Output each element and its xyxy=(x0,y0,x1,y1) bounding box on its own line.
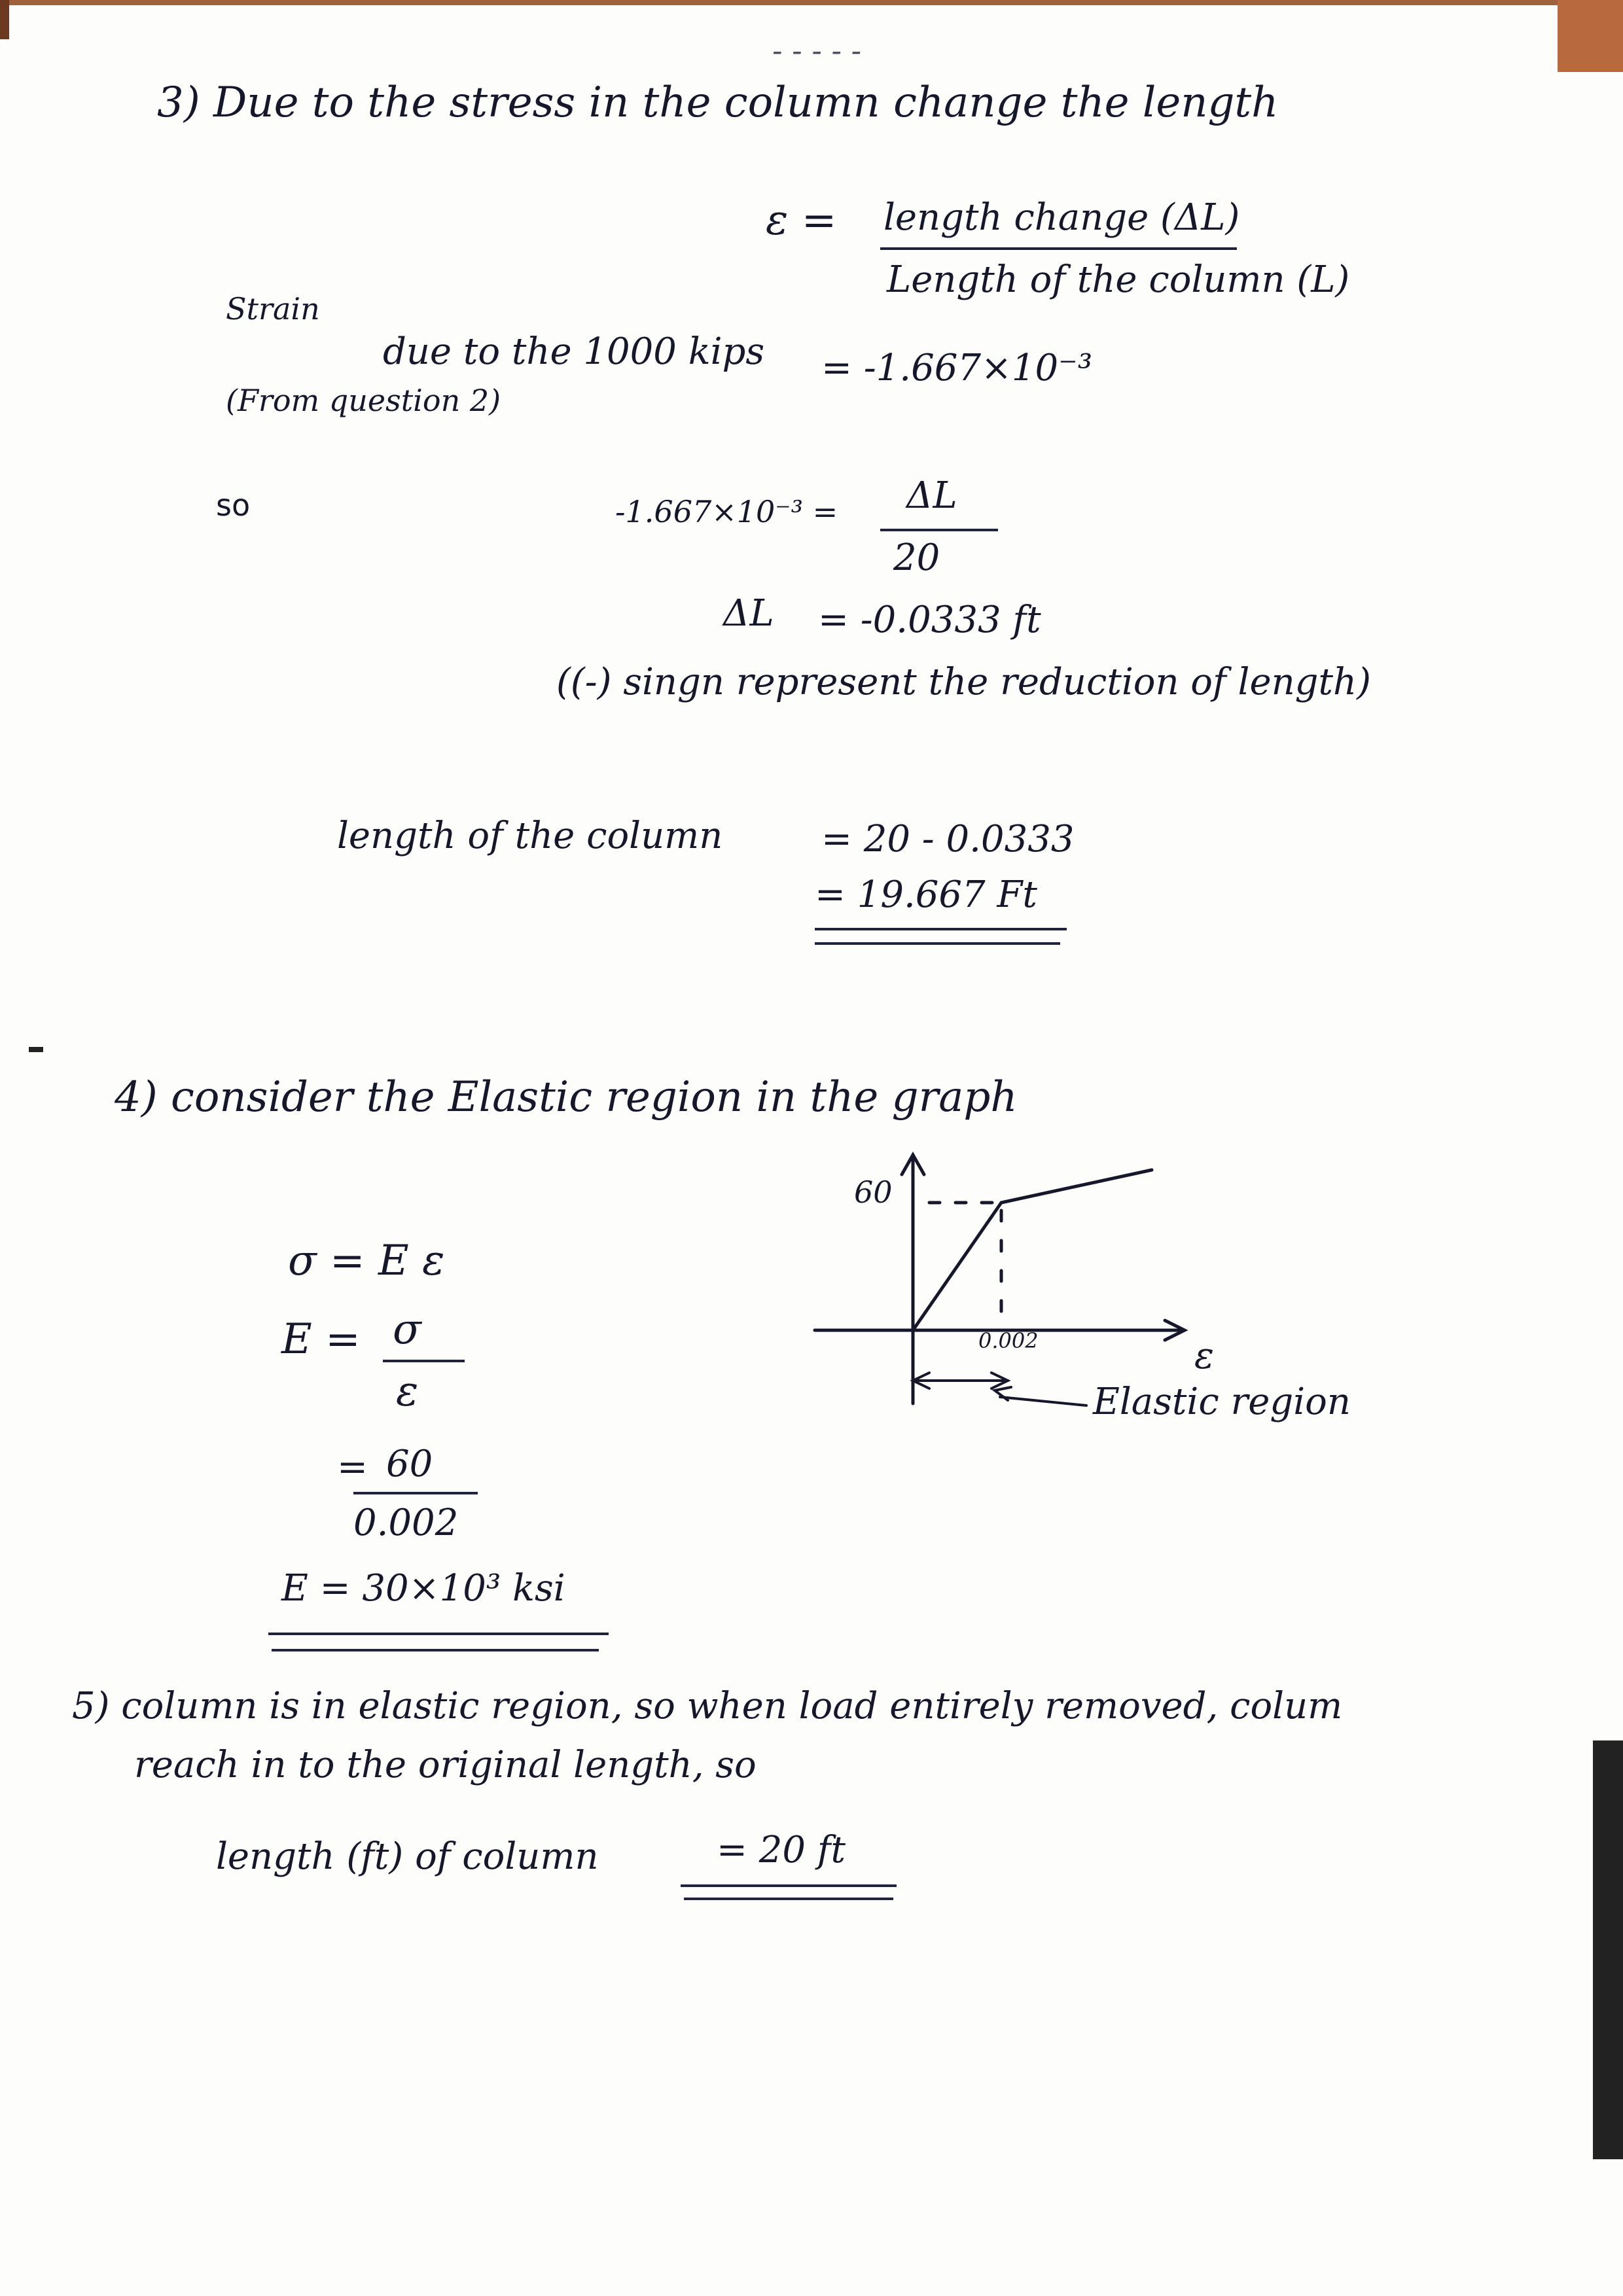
header-scribble: - - - - - xyxy=(772,33,862,68)
final-underline-1 xyxy=(681,1884,897,1887)
length-result: = 19.667 Ft xyxy=(815,874,1037,916)
delta-l-value: = -0.0333 ft xyxy=(818,599,1041,641)
q3-heading: 3) Due to the stress in the column change the length xyxy=(157,79,1279,127)
region-pointer-line xyxy=(1000,1397,1086,1405)
delta-l-label: ΔL xyxy=(723,592,774,635)
hooke-law-equation: σ = E ε xyxy=(288,1237,445,1285)
substitution-denominator: 0.002 xyxy=(353,1502,459,1544)
modulus-denominator: ε xyxy=(396,1368,419,1416)
final-length-label: length (ft) of column xyxy=(216,1835,599,1878)
graph-x-axis-label: ε xyxy=(1194,1335,1215,1377)
so-label: so xyxy=(216,487,251,523)
final-length-value: = 20 ft xyxy=(717,1829,846,1871)
plastic-line xyxy=(1001,1170,1152,1203)
equation-denominator: 20 xyxy=(893,537,940,579)
fraction-numerator: length change (ΔL) xyxy=(883,196,1240,239)
substitution-lhs: = xyxy=(337,1446,368,1489)
q5-line-2: reach in to the original length, so xyxy=(134,1744,757,1786)
strain-value: = -1.667×10⁻³ xyxy=(821,347,1093,389)
length-calculation: = 20 - 0.0333 xyxy=(821,818,1075,860)
length-label: length of the column xyxy=(337,815,723,857)
from-question-note: (From question 2) xyxy=(226,383,501,418)
strain-label: Strain xyxy=(226,291,320,327)
strain-description: due to the 1000 kips xyxy=(383,330,765,373)
fraction-denominator: Length of the column (L) xyxy=(887,258,1350,301)
elastic-region-label: Elastic region xyxy=(1093,1381,1351,1423)
final-underline-2 xyxy=(684,1898,893,1900)
strain-symbol: ε = xyxy=(766,196,837,245)
modulus-lhs: E = xyxy=(281,1315,361,1364)
substitution-numerator: 60 xyxy=(386,1443,433,1485)
sign-note: ((-) singn represent the reduction of length) xyxy=(556,661,1371,703)
graph-y-tick: 60 xyxy=(854,1174,893,1210)
equation-left: -1.667×10⁻³ = xyxy=(615,494,838,529)
equation-numerator: ΔL xyxy=(906,474,957,517)
q4-heading: 4) consider the Elastic region in the graph xyxy=(115,1073,1018,1122)
modulus-result: E = 30×10³ ksi xyxy=(281,1567,565,1610)
graph-x-tick: 0.002 xyxy=(978,1328,1039,1353)
elastic-line xyxy=(913,1203,1001,1330)
modulus-numerator: σ xyxy=(393,1305,421,1354)
q5-line-1: 5) column is in elastic region, so when load entirely removed, colum xyxy=(72,1685,1343,1727)
